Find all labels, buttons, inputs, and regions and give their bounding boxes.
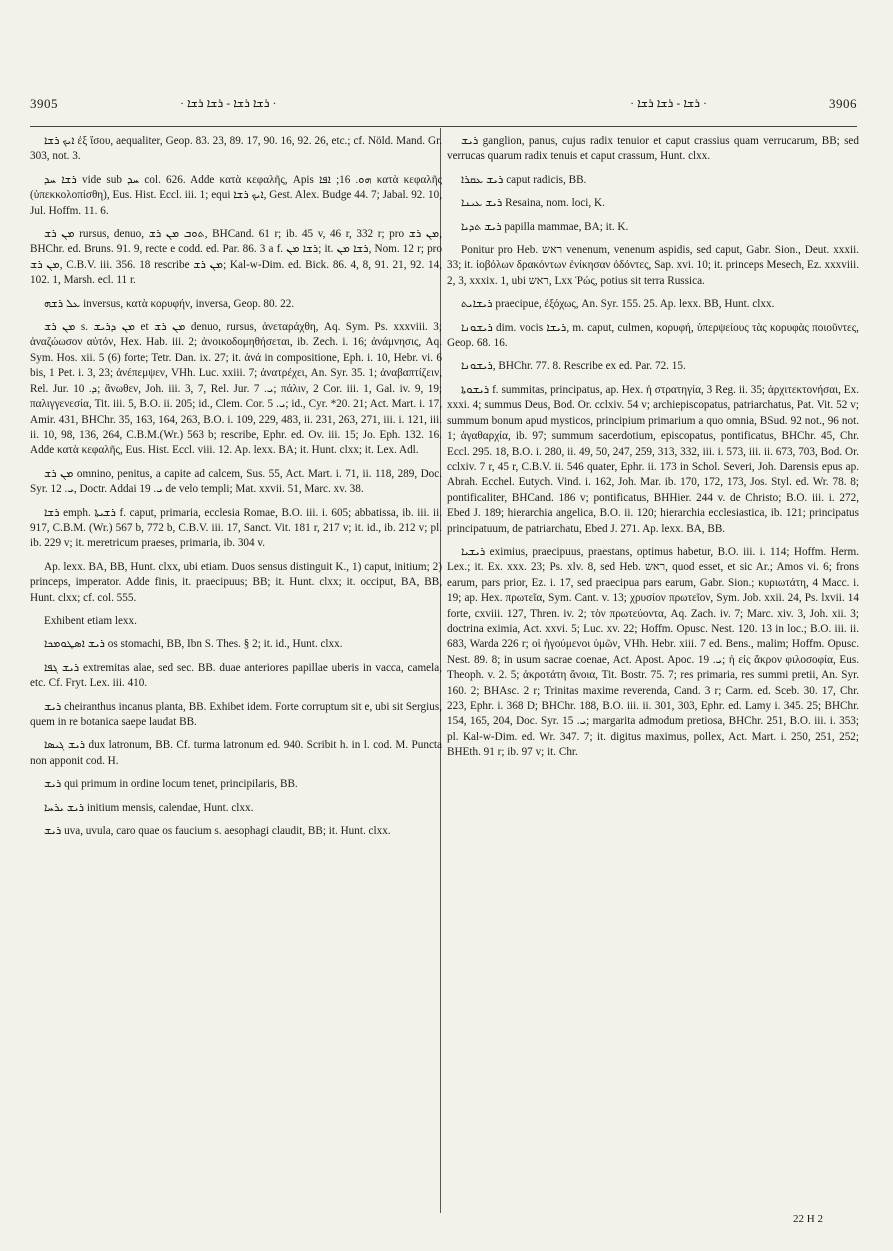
entry: ܡܢ ܪܫ s. ܡܢ ܕܪܝܫ et ܡܢ ܪܫ denuo, rursus, ἀνεταράχθη, Aq. Sym. Ps. xxxviii. 3; ἀναζώωσον αὐτόν, Hex. Hab. iii. 2; ἀνοικοδομηθήσεται, ib. Zech. i. 16; ἀνάμνησις, Aq. Sym. Hos. xii. 5 (6) forte; Tetr. Dan. ix. 27; it. ἀνά in compositione, Eph. i. 10, Hebr. vi. 6 bis, 1 Pet. i. 3, 23; ἀνέπεμψεν, VHh. Luc. xxiii. 7; ἀνατρέχει, An. Syr. 35. 1; ἀναβαπτίζειν, Rel. Jur. ܕ. 10; ἄνωθεν, Joh. iii. 3, 7, Rel. Jur. ܝ. 7; πάλιν, 2 Cor. iii. 1, Gal. iv. 9, 19; παλιγγενεσία, Tit. iii. 5, B.O. ii. 205; id., Clem. Cor. ܝ. 5; id., Cyr. *20. 21; Act. Mart. i. 17, Amir. 431, BHChr. 35, 163, 164, 263, B.O. i. 109, 229, 483, ii. 231, 263, 271, iii. i. 121, iii. ii. 10, 98, 136, 264, C.B.M.(Wr.) 563 b; rescribe, Ephr. ed. Ov. iii. 15; Jo. Eph. 132. 16. Adde κατὰ κεφαλῆς, Eus. Hist. Eccl. viii. 12. Ap. lexx. BA; it. Hunt. clxx; it. Lex. Adl. <box>30 321 442 457</box>
entry: ܪܝܫ cheiranthus incanus planta, BB. Exhibet idem. Forte corruptum sit e, ubi sit Sergius, quem in re botanica saepe laudat BB. <box>30 700 442 728</box>
running-head-right: · ܪܫܐ - ܪܫܐ ܪܫܐ · <box>630 96 707 110</box>
entry: ܪܝܫ ganglion, panus, cujus radix tenuior et caput crassius quam verrucarum, BB; sed verrucas quarum radix tenuis et caput crassum, Hunt. clxx. <box>447 135 859 163</box>
entry: ܪܝܫܝܐ eximius, praecipuus, praestans, optimus habetur, B.O. iii. i. 114; Hoffm. Herm. Lex.; it. Ex. xxx. 23; Ps. xlv. 8, sed Heb. ראש, quod esset, et sic Ar.; Amos vi. 6; frons earum, pars prior, Ez. i. 17, sed praecipua pars earum, Gabr. Sion.; κυριωτάτη, 4 Macc. i. 19; ap. Hex. πρωτεῖα, Sym. Cant. v. 13; χρυσίον πρωτεῖον, Sym. Job. xxii. 24, Ps. lxvii. 14 forte, cxviii. 127, Thren. iv. 2; τὸν πρωτεύοντα, Aq. Zach. iv. 7; Marc. xiv. 3, Joh. xii. 3; doctrina eximia, Act. xxvi. 5; Luc. xv. 22; Hoffm. Opusc. Nest. 120. 13 in loc.; B.O. iii. ii. 683, Warda 226 r; οἱ ἡγούμενοι ὑμῶν, VHh. Hebr. xiii. 7 ed. Bens., malim; Hoffm. Opusc. Nest. 89. 8; in usum sacrae coenae, Act. Apost. Apoc. ܝ. 19; ἡ εἰς ἄκρον φιλοσοφία, Eus. Theoph. v. 2. 5; ἀκροτάτη ἄνοια, Tit. Bostr. 75. 7; res primaria, res summi pretii, An. Syr. 160. 2; BHAsc. 2 r; Trinitas maxime reverenda, Cand. 3 r; Carm. ed. Sceb. 30. 17, Chr. 223, Ephr. i. 368 D; BHChr. 188, B.O. iii. ii. 301, 303, Ephr. ed. Lamy i. 345. 25; BHChr. 154, 165, 204, Doc. Syr. ܝ. 15; margarita admodum pretiosa, BHChr. 251, B.O. iii. i. 353; pl. Kal-w-Dim. ed. Wr. 347. 7; it. digitus maximus, pollex, Act. Mart. i. 250, 251, 252; BHEth. 91 r; ib. 97 v; it. Chr. <box>447 545 859 759</box>
page-header <box>30 96 857 118</box>
entry: ܥܠ ܪܫܗ inversus, κατὰ κορυφήν, inversa, Geop. 80. 22. <box>44 297 295 310</box>
entry: ܪܝܫ qui primum in ordine locum tenet, principilaris, BB. <box>44 778 298 791</box>
entry: ܪܝܫ ܝܪܚܐ initium mensis, calendae, Hunt. clxx. <box>44 801 254 814</box>
entry: ܐܝܟ ܪܫܐ ἐξ ἴσου, aequaliter, Geop. 83. 23, 89. 17, 90. 16, 92. 26, etc.; cf. Nöld. Mand. Gr. 303, not. 3. <box>30 135 442 163</box>
page-number-left: 3905 <box>30 96 58 111</box>
entry: ܪܝܫܘܢܐ dim. vocis ܪܝܫܐ, m. caput, culmen, κορυφή, ὑπερψείους τὰς κορυφὰς ποιοῦντες, Geop. 68. 16. <box>447 321 859 350</box>
header-rule <box>30 126 857 127</box>
entry: ܪܝܫ ܓܝܣܐ dux latronum, BB. Cf. turma latronum ed. 940. Scribit h. in l. cod. M. Puncta non apponit cod. H. <box>30 739 442 767</box>
entry: ܪܫܐ ܚܕ vide sub ܚܕ col. 626. Adde κατὰ κεφαλῆς, Apis ܗܘ. 16; ܐܦܐ κατὰ κεφαλῆς (ὑπεκκολοπίσθη), Eus. Hist. Eccl. iii. 1; equi ܐܝܟ ܪܫܐ, Gest. Alex. Budge 44. 7; Jabal. 92. 10, Jul. Hoffm. 11. 6. <box>30 173 442 217</box>
running-head-left: · ܪܫܐ ܪܫܐ - ܪܫܐ ܪܫܐ · <box>180 96 277 110</box>
entry: ܪܝܫ ܐܣܛܘܡܟܐ os stomachi, BB, Ibn S. Thes. § 2; it. id., Hunt. clxx. <box>44 638 343 651</box>
entry: ܪܝܫܘܬܐ f. summitas, principatus, ap. Hex. ἡ στρατηγία, 3 Reg. ii. 35; ἀρχιτεκτονήσαι, Ex. xxxi. 4; summus Deus, Bod. Or. cclxiv. 54 v; archiepiscopatus, patriarchatus, Pat. Vit. 52 v; summum bonum apud mysticos, principium primarium a quo omnia, BSud. 92 not., 96 not. 1; ἀγαθαρχία, ib. 97; summum sacerdotium, episcopatus, pontificatus, BHChr. 45, Chr. Eccl. 295. 18, B.O. i. 280, ii. 49, 50, 247, 259, 313, 332, iii. i. 573, iii. ii. 673, 703, Bod. Or. cclxiv. 7 r, 45 r, C.B.V. ii. 546 quater, Ephr. ii. 173 in Schol. Severi, Joh. Darensis epus ap. Abrah. Ecchel. Eutych. Vind. i. 162, Joh. Mar. ib. 170, 172, 173, Jos. Styl. ed. Wr. 78. 8; pontificaliter, BHCand. 186 v; pontificatus, BHHier. 244 v. de Christo; B.O. iii. i. 272, Ebed J. 189; hierarchia angelica, B.O. ii. 120; hierarchia ecclesiastica, ib. 121; principatus principatuum, de patriarchatu, Ebed J. 271. Ap. lexx. BA, BB. <box>447 383 859 535</box>
entry: ܪܫܐ emph. ܪܫܝܬܐ f. caput, primaria, ecclesia Romae, B.O. iii. i. 605; abbatissa, ib. iii. ii. 917, C.B.M. (Wr.) 567 b, 772 b, C.B.V. iii. 17, Sanct. Vit. 181 r, 217 v; it. id., ib. 212 v; pl. ib. 229 v; it. meretricum praeses, primaria, ib. 304 v. <box>30 506 442 550</box>
entry: ܡܢ ܪܫ rursus, denuo, ܬܘܒ ܡܢ ܪܫ, BHCand. 61 r; ib. 45 v, 46 r, 332 r; pro ܡܢ ܪܫ, BHChr. ed. Bruns. 91. 9, recte e codd. ed. Par. 86. 3 a f. ܪܫܐ ܡܢ; it. ܪܫܐ ܡܢ, Nom. 12 r; pro ܡܢ ܪܫ, C.B.V. iii. 356. 18 rescribe ܡܢ ܪܫ; Kal-w-Dim. ed. Bick. 86. 4, 8, 91. 21, 92. 14, 102. 1, Marsh. ecl. 11 r. <box>30 228 442 287</box>
entry: ܪܝܫܐܝܬ praecipue, ἐξόχως, An. Syr. 155. 25. Ap. lexx. BB, Hunt. clxx. <box>461 298 775 311</box>
entry: Ponitur pro Heb. ראש venenum, venenum aspidis, sed caput, Gabr. Sion., Deut. xxxii. 33; it. ἰοβόλων δρακόντων ἐνίκησαν ὀδόντες, Sap. xvi. 10; it. princeps Mesech, Ez. xxxviii. 2, 3, xxxix. 1, ubi ראש, Lxx Ῥώς, potius sit terra Russica. <box>447 244 859 287</box>
entry: ܪܝܫ ܥܩܪܐ caput radicis, BB. <box>461 173 587 186</box>
entry: Exhibent etiam lexx. <box>44 614 137 627</box>
left-column <box>30 134 442 1209</box>
entry: ܡܢ ܪܫ omnino, penitus, a capite ad calcem, Sus. 55, Act. Mart. i. 71, ii. 118, 289, Doc. Syr. ܝ. 12, Doctr. Addai ܝ. 19 de velo templi; Mat. xxvii. 51, Marc. xv. 38. <box>30 467 442 496</box>
signature-mark: 22 H 2 <box>793 1213 823 1225</box>
right-column <box>447 134 859 1209</box>
entry: ܪܝܫ ܬܕܝܐ papilla mammae, BA; it. K. <box>461 220 629 233</box>
entry: ܪܝܫ ܓܦܐ extremitas alae, sed sec. BB. duae anteriores papillae uberis in vacca, camela, etc. Cf. Fryt. Lex. iii. 410. <box>30 661 442 690</box>
page-number-right: 3906 <box>829 96 857 111</box>
entry: ܪܝܫ ܥܝܢܐ Resaina, nom. loci, K. <box>461 197 605 210</box>
entry: Ap. lexx. BA, BB, Hunt. clxx, ubi etiam. Duos sensus distinguit K., 1) caput, initium; 2) princeps, imperator. Adde finis, it. praecipuus; BB; it. Hunt. clxx; it. occiput, BA, BB, Hunt. clxx; cf. col. 555. <box>30 560 442 604</box>
entry: ܪܝܫܘܢܐ, BHChr. 77. 8. Rescribe ex ed. Par. 72. 15. <box>461 360 686 373</box>
entry: ܪܝܫ uva, uvula, caro quae os faucium s. aesophagi claudit, BB; it. Hunt. clxx. <box>44 825 391 838</box>
